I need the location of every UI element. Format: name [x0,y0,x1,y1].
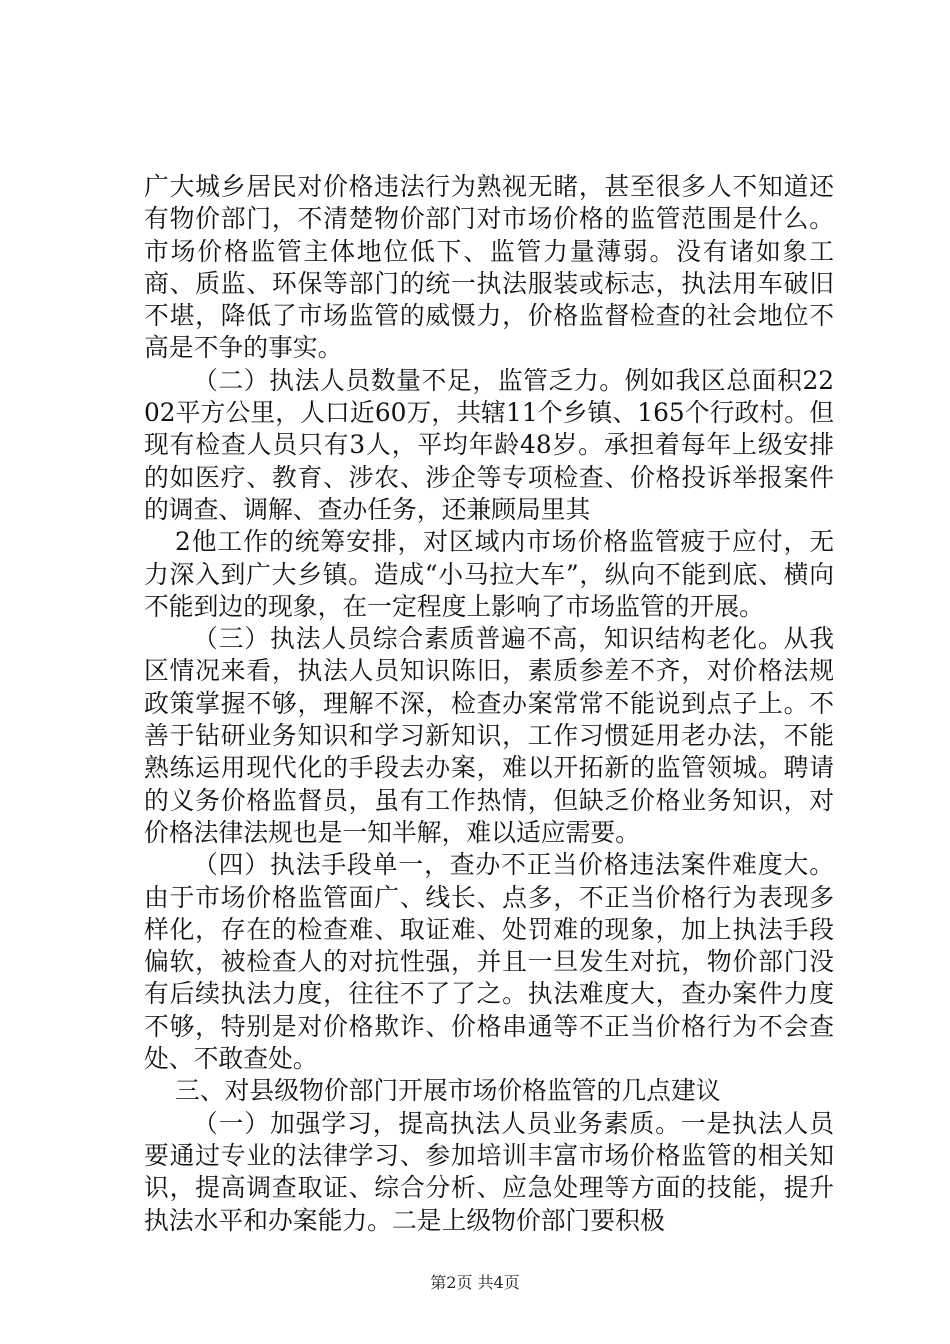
paragraph-section-three: （三）执法人员综合素质普遍不高，知识结构老化。从我区情况来看，执法人员知识陈旧，素质参差不齐，对价格法规政策掌握不够，理解不深，检查办案常常不能说到点子上。不善于钻研业务知识和学习新知识，工作习惯延用老办法，不能熟练运用现代化的手段去办案，难以开拓新的监管领城。聘请的义务价格监督员，虽有工作热情，但缺乏价格业务知识，对价格法律法规也是一知半解，难以适应需要。 [144,624,834,847]
paragraph-section-two-continued: 2他工作的统筹安排，对区域内市场价格监管疲于应付，无力深入到广大乡镇。造成“小马拉大车”，纵向不能到底、横向不能到边的现象，在一定程度上影响了市场监管的开展。 [144,527,834,621]
paragraph-section-two: （二）执法人员数量不足，监管乏力。例如我区总面积2202平方公里，人口近60万，共辖11个乡镇、165个行政村。但现有检查人员只有3人，平均年龄48岁。承担着每年上级安排的如医疗、教育、涉农、涉企等专项检查、价格投诉举报案件的调查、调解、查办任务，还兼顾局里其 [144,365,834,524]
heading-suggestions: 三、对县级物价部门开展市场价格监管的几点建议 [175,1076,721,1106]
document-body [144,171,834,1237]
paragraph-suggestion-one: （一）加强学习，提高执法人员业务素质。一是执法人员要通过专业的法律学习、参加培训丰富市场价格监管的相关知识，提高调查取证、综合分析、应急处理等方面的技能，提升执法水平和办案能力。二是上级物价部门要积极 [144,1108,834,1235]
paragraph-continuation: 广大城乡居民对价格违法行为熟视无睹，甚至很多人不知道还有物价部门，不清楚物价部门对市场价格的监管范围是什么。市场价格监管主体地位低下、监管力量薄弱。没有诸如象工商、质监、环保等部门的统一执法服装或标志，执法用车破旧不堪，降低了市场监管的威慑力，价格监督检查的社会地位不高是不争的事实。 [144,172,834,363]
page-number-label: 第2页 共4页 [430,1273,520,1292]
page-footer [0,1273,950,1293]
paragraph-section-four: （四）执法手段单一，查办不正当价格违法案件难度大。由于市场价格监管面广、线长、点多，不正当价格行为表现多样化，存在的检查难、取证难、处罚难的现象，加上执法手段偏软，被检查人的对抗性强，并且一旦发生对抗，物价部门没有后续执法力度，往往不了了之。执法难度大，查办案件力度不够，特别是对价格欺诈、价格串通等不正当价格行为不会查处、不敢查处。 [144,850,834,1074]
